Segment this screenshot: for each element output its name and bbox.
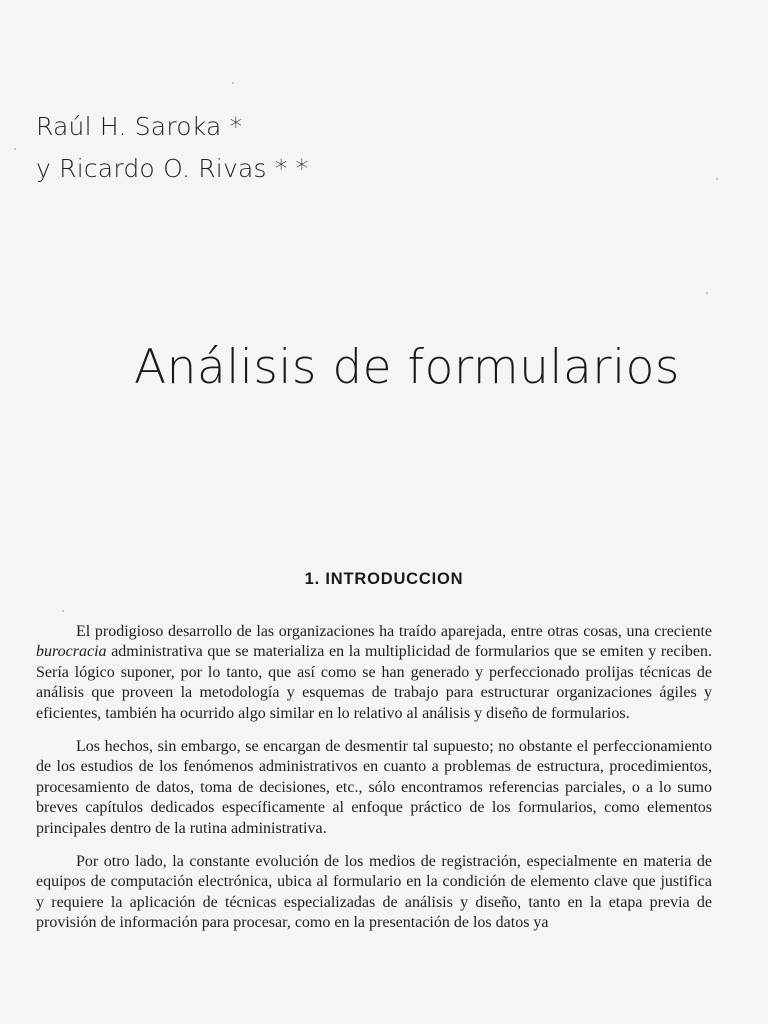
paper-speck (706, 292, 708, 294)
paragraph-1 (36, 622, 712, 724)
paper-speck (62, 610, 64, 612)
article-title: Análisis de formularios (134, 340, 680, 395)
author-block (36, 106, 308, 190)
paper-speck (716, 178, 718, 180)
paper-speck (14, 148, 16, 150)
paragraph-3: Por otro lado, la constante evolución de los medios de registración, especialmente en materia de equipos de computación electrónica, ubica al formulario en la condición de elemento clave que justifica y requiere la aplicación de técnicas especializadas de análisis y diseño, tanto en la etapa previa de provisión de información para procesar, como en la presentación de los datos ya (36, 853, 712, 932)
author-line-2: y Ricardo O. Rivas * * (36, 154, 309, 183)
section-heading: 1. INTRODUCCION (304, 570, 464, 588)
paragraph-1-end: administrativa que se materializa en la multiplicidad de formularios que se emiten y reciben. Sería lógico suponer, por lo tanto, que así como se han generado y perfeccionado prolijas técnicas de análisis que proveen la metodología y esquemas de trabajo para estructurar organizaciones ágiles y eficientes, también ha ocurrido algo similar en lo relativo al análisis y diseño de formularios. (36, 643, 712, 722)
author-line-1: Raúl H. Saroka * (36, 112, 243, 141)
paragraph-1-start: El prodigioso desarrollo de las organizaciones ha traído aparejada, entre otras cosas, una creciente (76, 623, 712, 640)
emphasis-burocracia: burocracia (36, 643, 107, 661)
paragraph-2: Los hechos, sin embargo, se encargan de desmentir tal supuesto; no obstante el perfeccionamiento de los estudios de los fenómenos administrativos en cuanto a problemas de estructura, procedimientos, procesamiento de datos, toma de decisiones, etc., sólo encontramos referencias parciales, o a lo sumo breves capítulos dedicados específicamente al enfoque práctico de los formularios, como elementos principales dentro de la rutina administrativa. (36, 738, 712, 837)
paper-speck (232, 82, 234, 84)
article-body (36, 622, 712, 947)
